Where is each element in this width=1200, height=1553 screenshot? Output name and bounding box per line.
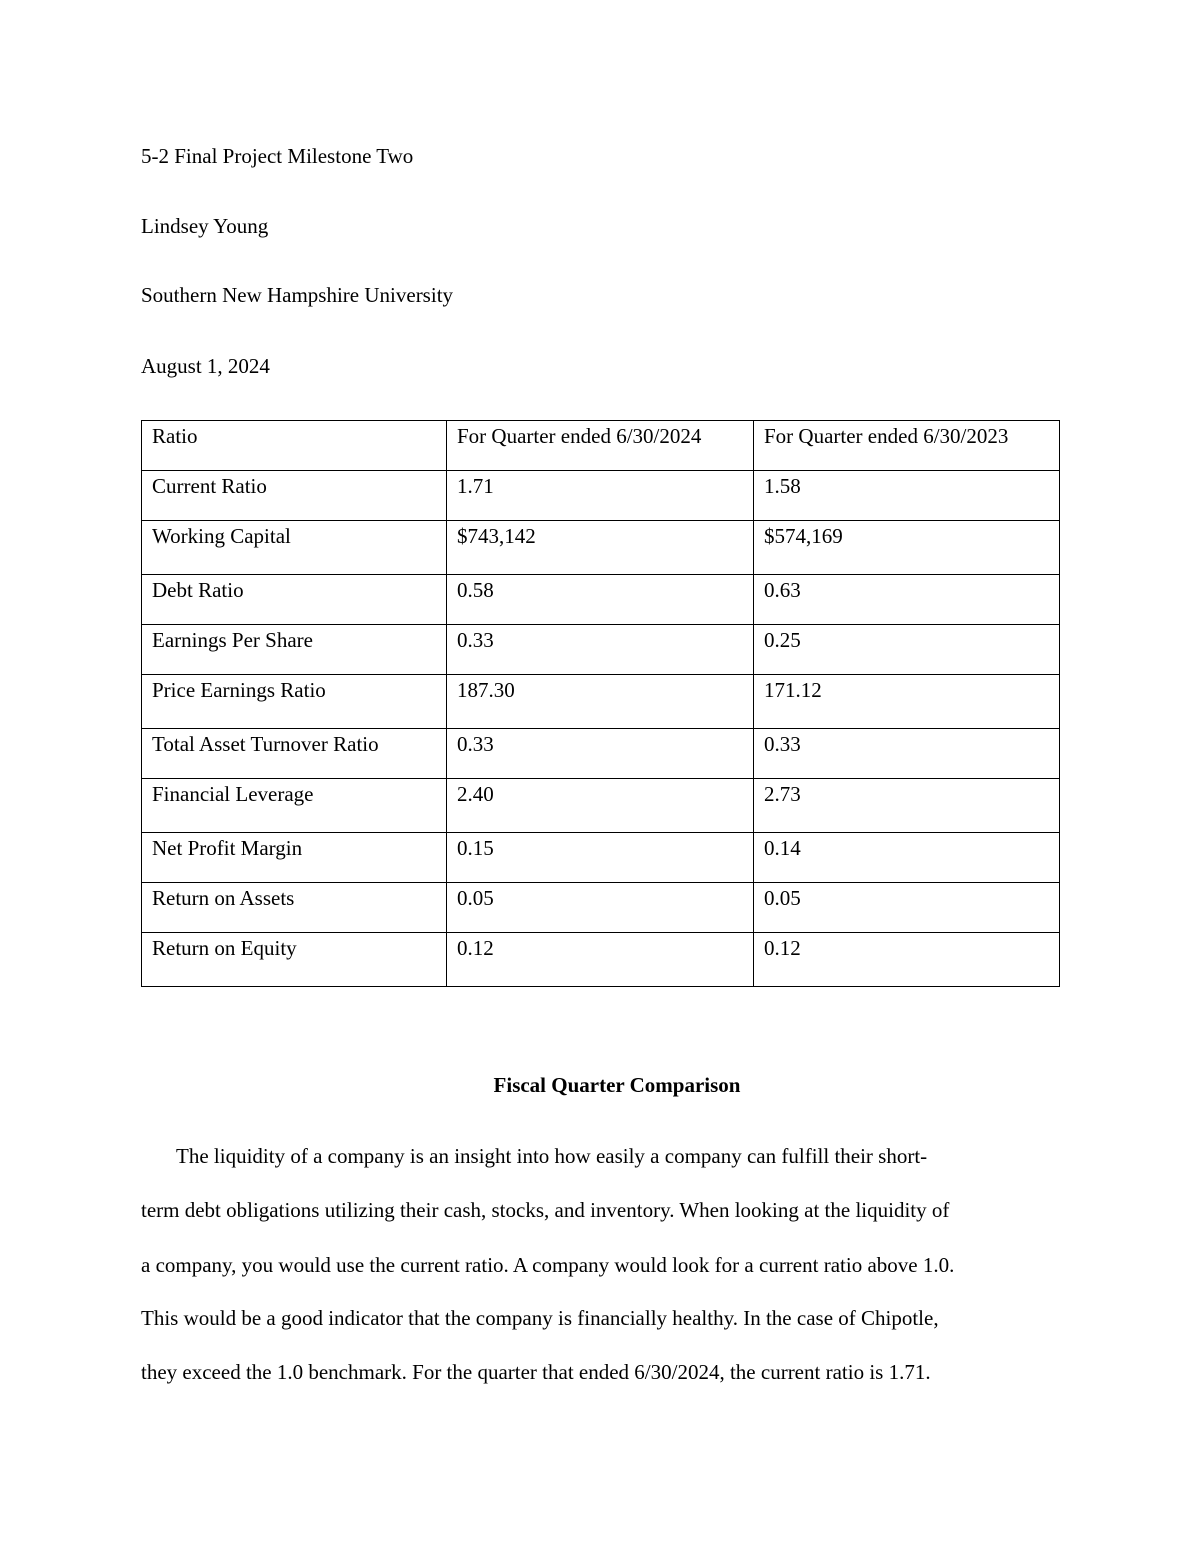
value-2023-cell: 0.25 [754, 625, 1060, 675]
table-row [142, 883, 1060, 933]
table-row [142, 779, 1060, 833]
column-header: For Quarter ended 6/30/2024 [447, 421, 754, 471]
ratio-name-cell: Financial Leverage [142, 779, 447, 833]
column-header: Ratio [142, 421, 447, 471]
value-2023-cell: $574,169 [754, 521, 1060, 575]
table-row [142, 675, 1060, 729]
table-row [142, 833, 1060, 883]
paragraph-line: they exceed the 1.0 benchmark. For the quarter that ended 6/30/2024, the current ratio is 1.71. [141, 1360, 931, 1384]
value-2023-cell: 2.73 [754, 779, 1060, 833]
value-2023-cell: 0.63 [754, 575, 1060, 625]
ratio-name-cell: Return on Assets [142, 883, 447, 933]
value-2023-cell: 0.14 [754, 833, 1060, 883]
ratio-name-cell: Current Ratio [142, 471, 447, 521]
paper-title: 5-2 Final Project Milestone Two [141, 144, 414, 168]
value-2023-cell: 0.33 [754, 729, 1060, 779]
ratio-table [141, 420, 1060, 987]
paragraph-line: term debt obligations utilizing their cash, stocks, and inventory. When looking at the liquidity of [141, 1198, 950, 1222]
value-2024-cell: 0.33 [447, 625, 754, 675]
table-row [142, 471, 1060, 521]
ratio-name-cell: Working Capital [142, 521, 447, 575]
value-2024-cell: 0.33 [447, 729, 754, 779]
value-2024-cell: 2.40 [447, 779, 754, 833]
value-2024-cell: $743,142 [447, 521, 754, 575]
table-row [142, 729, 1060, 779]
ratio-name-cell: Price Earnings Ratio [142, 675, 447, 729]
table-row [142, 521, 1060, 575]
ratio-name-cell: Return on Equity [142, 933, 447, 987]
value-2024-cell: 0.15 [447, 833, 754, 883]
ratio-name-cell: Total Asset Turnover Ratio [142, 729, 447, 779]
paper-date: August 1, 2024 [141, 354, 270, 378]
value-2024-cell: 0.05 [447, 883, 754, 933]
author-name: Lindsey Young [141, 214, 269, 238]
value-2024-cell: 0.58 [447, 575, 754, 625]
value-2024-cell: 187.30 [447, 675, 754, 729]
ratio-name-cell: Earnings Per Share [142, 625, 447, 675]
institution-name: Southern New Hampshire University [141, 283, 454, 307]
paragraph-line: This would be a good indicator that the company is financially healthy. In the case of Chipotle, [141, 1306, 939, 1330]
table-row [142, 625, 1060, 675]
paragraph-line: a company, you would use the current ratio. A company would look for a current ratio above 1.0. [141, 1253, 955, 1277]
table-row [142, 575, 1060, 625]
value-2023-cell: 0.05 [754, 883, 1060, 933]
table-header-row [142, 421, 1060, 471]
paragraph-line: The liquidity of a company is an insight into how easily a company can fulfill their short- [176, 1144, 928, 1168]
ratio-name-cell: Debt Ratio [142, 575, 447, 625]
value-2024-cell: 0.12 [447, 933, 754, 987]
value-2023-cell: 171.12 [754, 675, 1060, 729]
table-row [142, 933, 1060, 987]
section-heading: Fiscal Quarter Comparison [493, 1073, 741, 1097]
column-header: For Quarter ended 6/30/2023 [754, 421, 1060, 471]
ratio-name-cell: Net Profit Margin [142, 833, 447, 883]
value-2024-cell: 1.71 [447, 471, 754, 521]
value-2023-cell: 1.58 [754, 471, 1060, 521]
value-2023-cell: 0.12 [754, 933, 1060, 987]
